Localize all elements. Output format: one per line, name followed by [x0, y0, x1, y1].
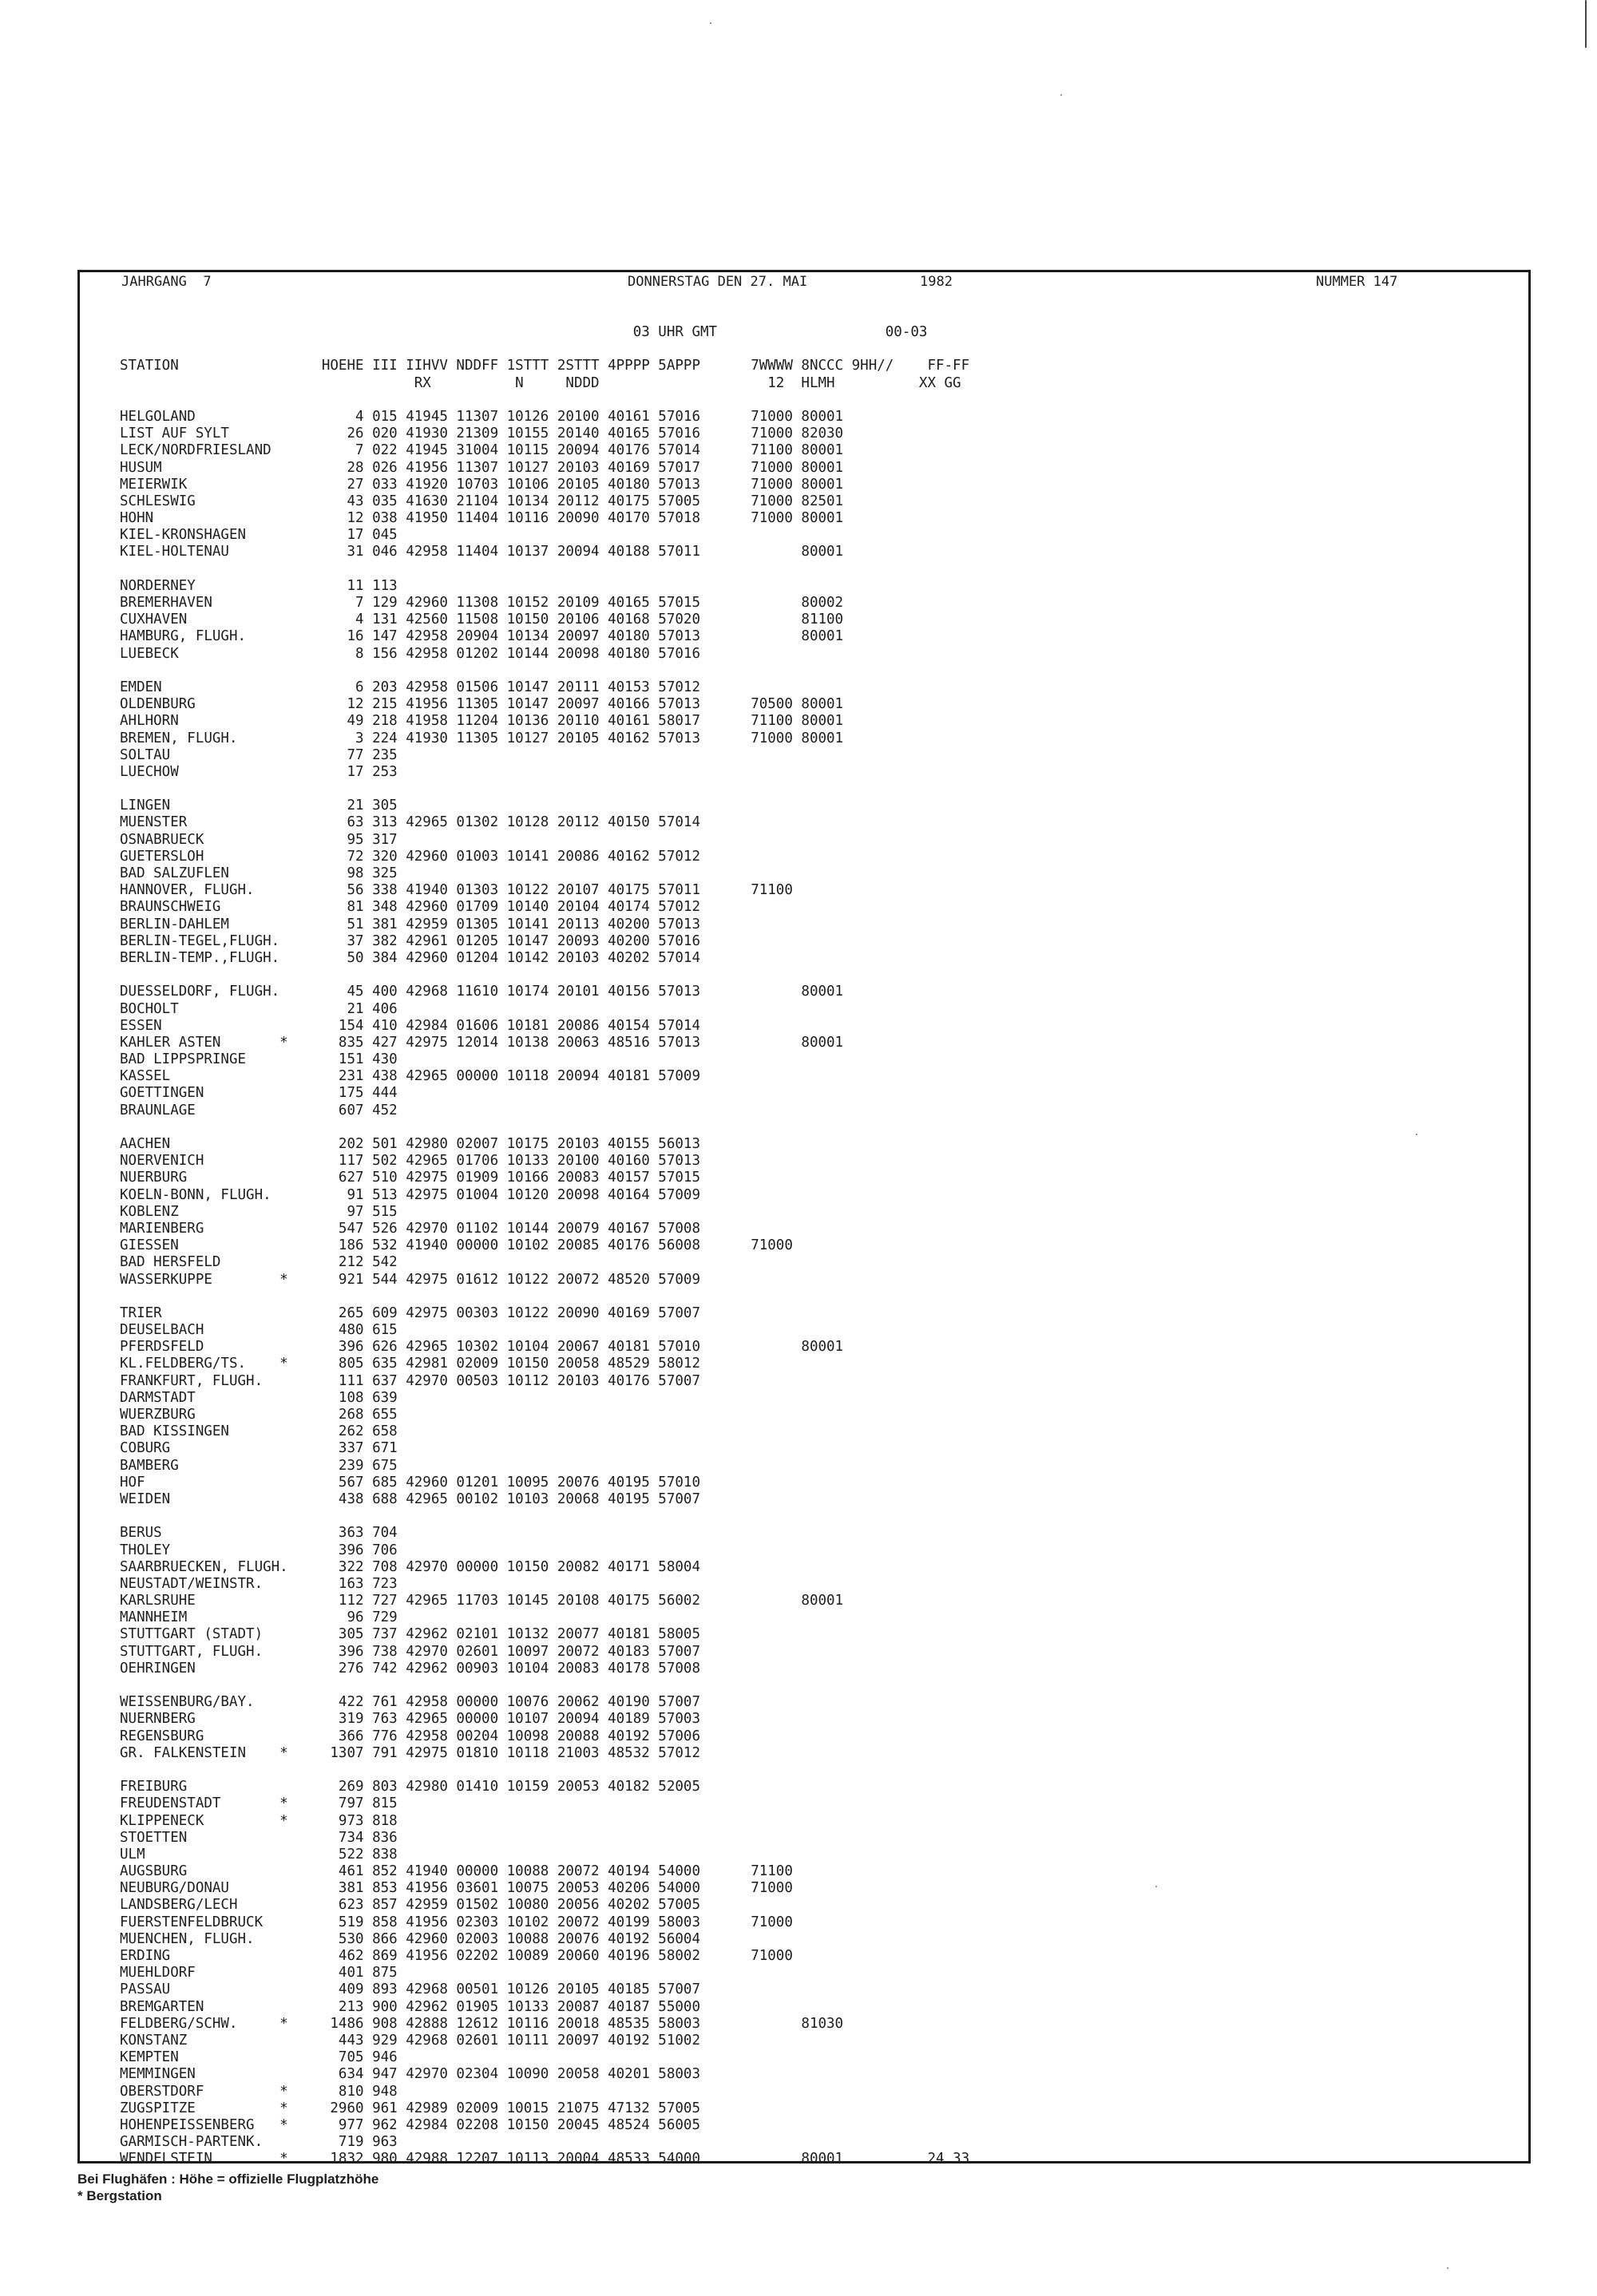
report-line: NEUBURG/DONAU 381 853 41956 03601 10075 20053 40206 54000 71000	[120, 1880, 793, 1897]
report-line: OEHRINGEN 276 742 42962 00903 10104 20083 40178 57008	[120, 1660, 700, 1676]
report-line: CUXHAVEN 4 131 42560 11508 10150 20106 40168 57020 81100	[120, 612, 844, 628]
report-line: KLIPPENECK * 973 818	[120, 1812, 398, 1829]
report-line: LANDSBERG/LECH 623 857 42959 01502 10080 20056 40202 57005	[120, 1897, 700, 1914]
report-line: NOERVENICH 117 502 42965 01706 10133 20100 40160 57013	[120, 1153, 700, 1170]
scan-speck	[1155, 1886, 1157, 1887]
report-line: SAARBRUECKEN, FLUGH. 322 708 42970 00000 10150 20082 40171 58004	[120, 1558, 700, 1575]
report-line: LIST AUF SYLT 26 020 41930 21309 10155 20140 40165 57016 71000 82030	[120, 426, 844, 442]
report-line: NORDERNEY 11 113	[120, 577, 398, 594]
report-line: GARMISCH-PARTENK. 719 963	[120, 2134, 398, 2151]
report-line: KASSEL 231 438 42965 00000 10118 20094 40181 57009	[120, 1068, 700, 1085]
report-line: FRANKFURT, FLUGH. 111 637 42970 00503 10112 20103 40176 57007	[120, 1372, 700, 1389]
report-line: ERDING 462 869 41956 02202 10089 20060 40196 58002 71000	[120, 1948, 793, 1964]
report-line: MUENCHEN, FLUGH. 530 866 42960 02003 10088 20076 40192 56004	[120, 1930, 700, 1947]
report-line: WEISSENBURG/BAY. 422 761 42958 00000 10076 20062 40190 57007	[120, 1694, 700, 1711]
report-line: 03 UHR GMT 00-03	[120, 324, 928, 340]
scan-edge	[1585, 0, 1587, 48]
report-line: WASSERKUPPE * 921 544 42975 01612 10122 20072 48520 57009	[120, 1271, 700, 1288]
report-line: MEMMINGEN 634 947 42970 02304 10090 20058 40201 58003	[120, 2066, 700, 2083]
report-line: MUEHLDORF 401 875	[120, 1965, 398, 1981]
report-line: KARLSRUHE 112 727 42965 11703 10145 20108 40175 56002 80001	[120, 1593, 844, 1609]
report-line: BERLIN-TEGEL,FLUGH. 37 382 42961 01205 10147 20093 40200 57016	[120, 932, 700, 949]
report-line: AACHEN 202 501 42980 02007 10175 20103 40155 56013	[120, 1136, 700, 1152]
report-line: SOLTAU 77 235	[120, 746, 398, 763]
report-line: KL.FELDBERG/TS. * 805 635 42981 02009 10150 20058 48529 58012	[120, 1356, 700, 1372]
report-line: TRIER 265 609 42975 00303 10122 20090 40169 57007	[120, 1304, 700, 1321]
report-line	[120, 1762, 969, 1779]
report-line: BAD SALZUFLEN 98 325	[120, 865, 398, 881]
report-line: WEIDEN 438 688 42965 00102 10103 20068 40195 57007	[120, 1490, 700, 1507]
report-line: MUENSTER 63 313 42965 01302 10128 20112 40150 57014	[120, 814, 700, 831]
report-line: BOCHOLT 21 406	[120, 1000, 398, 1017]
report-line: WUERZBURG 268 655	[120, 1407, 398, 1423]
report-line: KEMPTEN 705 946	[120, 2049, 398, 2066]
scan-speck	[1416, 1134, 1417, 1135]
report-line: KIEL-KRONSHAGEN 17 045	[120, 527, 398, 544]
report-line: DUESSELDORF, FLUGH. 45 400 42968 11610 10174 20101 40156 57013 80001	[120, 984, 844, 1000]
report-line: HAMBURG, FLUGH. 16 147 42958 20904 10134 20097 40180 57013 80001	[120, 628, 844, 645]
date-label: DONNERSTAG DEN 27. MAI	[628, 274, 808, 290]
report-line: GIESSEN 186 532 41940 00000 10102 20085 40176 56008 71000	[120, 1237, 793, 1254]
report-line	[120, 781, 969, 798]
report-line: MANNHEIM 96 729	[120, 1609, 398, 1626]
report-line: BERUS 363 704	[120, 1525, 398, 1542]
report-line: HOF 567 685 42960 01201 10095 20076 40195 57010	[120, 1474, 700, 1490]
report-line: STUTTGART (STADT) 305 737 42962 02101 10132 20077 40181 58005	[120, 1626, 700, 1643]
footnote-mountain-station: * Bergstation	[77, 2188, 162, 2203]
report-line: THOLEY 396 706	[120, 1542, 398, 1558]
report-line: STUTTGART, FLUGH. 396 738 42970 02601 10097 20072 40183 57007	[120, 1643, 700, 1660]
report-line: PFERDSFELD 396 626 42965 10302 10104 20067 40181 57010 80001	[120, 1339, 844, 1356]
report-line: BAD LIPPSPRINGE 151 430	[120, 1051, 398, 1068]
report-line	[120, 967, 969, 984]
report-line: BRAUNLAGE 607 452	[120, 1102, 398, 1118]
report-line: BERLIN-DAHLEM 51 381 42959 01305 10141 20113 40200 57013	[120, 916, 700, 932]
report-line	[120, 1677, 969, 1694]
report-line: PASSAU 409 893 42968 00501 10126 20105 40185 57007	[120, 1981, 700, 1998]
report-line: SCHLESWIG 43 035 41630 21104 10134 20112 40175 57005 71000 82501	[120, 493, 844, 509]
report-line: BREMERHAVEN 7 129 42960 11308 10152 20109 40165 57015 80002	[120, 595, 844, 611]
report-line: AHLHORN 49 218 41958 11204 10136 20110 40161 58017 71100 80001	[120, 713, 844, 730]
report-line: FUERSTENFELDBRUCK 519 858 41956 02303 10102 20072 40199 58003 71000	[120, 1914, 793, 1930]
report-line	[120, 341, 969, 358]
footnote-airport-height: Bei Flughäfen : Höhe = offizielle Flugplatzhöhe	[77, 2171, 379, 2187]
report-line: BRAUNSCHWEIG 81 348 42960 01709 10140 20104 40174 57012	[120, 899, 700, 916]
report-line: KOELN-BONN, FLUGH. 91 513 42975 01004 10120 20098 40164 57009	[120, 1186, 700, 1203]
report-line: KONSTANZ 443 929 42968 02601 10111 20097 40192 51002	[120, 2032, 700, 2049]
report-line	[120, 1119, 969, 1136]
report-line: HELGOLAND 4 015 41945 11307 10126 20100 40161 57016 71000 80001	[120, 408, 844, 425]
report-line: HOHN 12 038 41950 11404 10116 20090 40170 57018 71000 80001	[120, 510, 844, 527]
report-line: BAD HERSFELD 212 542	[120, 1254, 398, 1271]
report-line	[120, 663, 969, 679]
report-line: LUEBECK 8 156 42958 01202 10144 20098 40180 57016	[120, 645, 700, 662]
report-line: BERLIN-TEMP.,FLUGH. 50 384 42960 01204 10142 20103 40202 57014	[120, 949, 700, 966]
report-line: HANNOVER, FLUGH. 56 338 41940 01303 10122 20107 40175 57011 71100	[120, 882, 793, 899]
scan-speck	[710, 22, 711, 24]
report-line: HUSUM 28 026 41956 11307 10127 20103 40169 57017 71000 80001	[120, 459, 844, 476]
report-line: STATION HOEHE III IIHVV NDDFF 1STTT 2STTT 4PPPP 5APPP 7WWWW 8NCCC 9HH// FF-FF	[120, 358, 970, 374]
report-line: GOETTINGEN 175 444	[120, 1085, 398, 1102]
report-line: ZUGSPITZE * 2960 961 42989 02009 10015 21075 47132 57005	[120, 2100, 700, 2116]
report-line: NUERNBERG 319 763 42965 00000 10107 20094 40189 57003	[120, 1711, 700, 1728]
report-line: FREIBURG 269 803 42980 01410 10159 20053 40182 52005	[120, 1779, 700, 1795]
report-line: OSNABRUECK 95 317	[120, 831, 398, 848]
report-line: KAHLER ASTEN * 835 427 42975 12014 10138 20063 48516 57013 80001	[120, 1034, 844, 1051]
report-line: OLDENBURG 12 215 41956 11305 10147 20097 40166 57013 70500 80001	[120, 696, 844, 713]
report-line: ULM 522 838	[120, 1846, 398, 1863]
report-line	[120, 561, 969, 578]
report-line: KOBLENZ 97 515	[120, 1203, 398, 1220]
scan-speck	[1447, 2267, 1448, 2269]
report-line: LINGEN 21 305	[120, 798, 398, 814]
report-line: COBURG 337 671	[120, 1440, 398, 1457]
report-line: KIEL-HOLTENAU 31 046 42958 11404 10137 20094 40188 57011 80001	[120, 544, 844, 560]
report-line: BREMGARTEN 213 900 42962 01905 10133 20087 40187 55000	[120, 1998, 700, 2015]
report-line: MARIENBERG 547 526 42970 01102 10144 20079 40167 57008	[120, 1220, 700, 1237]
report-line: MEIERWIK 27 033 41920 10703 10106 20105 40180 57013 71000 80001	[120, 476, 844, 493]
report-line	[120, 1289, 969, 1305]
report-line: LUECHOW 17 253	[120, 763, 398, 780]
issue-number: NUMMER 147	[1316, 274, 1398, 290]
report-line: REGENSBURG 366 776 42958 00204 10098 20088 40192 57006	[120, 1728, 700, 1744]
report-line: FELDBERG/SCHW. * 1486 908 42888 12612 10116 20018 48535 58003 81030	[120, 2015, 844, 2032]
report-line: OBERSTDORF * 810 948	[120, 2083, 398, 2100]
report-line: BREMEN, FLUGH. 3 224 41930 11305 10127 20105 40162 57013 71000 80001	[120, 730, 844, 746]
report-line: GUETERSLOH 72 320 42960 01003 10141 20086 40162 57012	[120, 848, 700, 865]
report-line: LECK/NORDFRIESLAND 7 022 41945 31004 10115 20094 40176 57014 71100 80001	[120, 442, 844, 459]
report-line: DEUSELBACH 480 615	[120, 1322, 398, 1339]
jahrgang-label: JAHRGANG 7	[121, 274, 212, 290]
report-line	[120, 1508, 969, 1525]
report-line: NEUSTADT/WEINSTR. 163 723	[120, 1575, 398, 1592]
report-line: EMDEN 6 203 42958 01506 10147 20111 40153 57012	[120, 679, 700, 695]
report-line: BAMBERG 239 675	[120, 1457, 398, 1474]
report-line: HOHENPEISSENBERG * 977 962 42984 02208 10150 20045 48524 56005	[120, 2116, 700, 2133]
station-report-table	[120, 324, 969, 2167]
report-line: GR. FALKENSTEIN * 1307 791 42975 01810 10118 21003 48532 57012	[120, 1744, 700, 1761]
report-line: NUERBURG 627 510 42975 01909 10166 20083 40157 57015	[120, 1170, 700, 1186]
report-line: ESSEN 154 410 42984 01606 10181 20086 40154 57014	[120, 1017, 700, 1034]
report-line: RX N NDDD 12 HLMH XX GG	[120, 374, 961, 391]
report-line: AUGSBURG 461 852 41940 00000 10088 20072 40194 54000 71100	[120, 1863, 793, 1880]
scan-speck	[1060, 94, 1062, 96]
report-line: BAD KISSINGEN 262 658	[120, 1423, 398, 1440]
year-label: 1982	[920, 274, 953, 290]
report-line	[120, 392, 969, 409]
report-line: FREUDENSTADT * 797 815	[120, 1795, 398, 1812]
report-line: WENDELSTEIN * 1832 980 42988 12207 10113 20004 48533 54000 80001 24 33	[120, 2151, 970, 2167]
report-line: DARMSTADT 108 639	[120, 1389, 398, 1406]
report-line: STOETTEN 734 836	[120, 1829, 398, 1846]
